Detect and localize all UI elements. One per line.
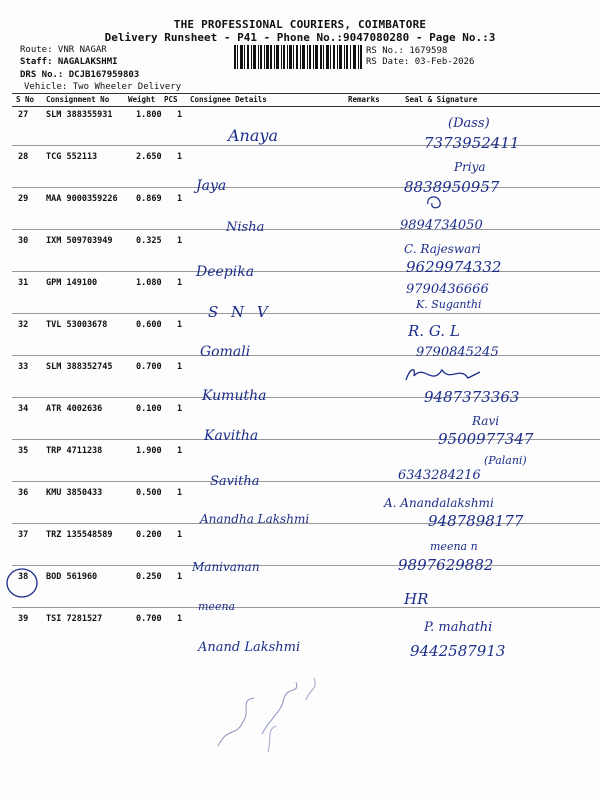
handwritten-note: K. Suganthi bbox=[416, 298, 482, 311]
row-s-no: 29 bbox=[18, 194, 29, 204]
row-pcs: 1 bbox=[177, 530, 183, 540]
row-pcs: 1 bbox=[177, 236, 183, 246]
row-weight: 1.080 bbox=[136, 278, 162, 288]
handwritten-name: Deepika bbox=[196, 264, 255, 280]
handwritten-note: C. Rajeswari bbox=[404, 242, 481, 256]
row-pcs: 1 bbox=[177, 614, 183, 624]
route-label: Route: VNR NAGAR bbox=[20, 45, 107, 55]
row-divider bbox=[12, 481, 600, 482]
handwritten-name: Manivanan bbox=[192, 560, 260, 574]
row-divider bbox=[12, 229, 600, 230]
barcode bbox=[234, 45, 362, 69]
row-s-no: 30 bbox=[18, 236, 29, 246]
handwritten-phone: 9790436666 bbox=[406, 282, 489, 297]
handwritten-phone: 9790845245 bbox=[416, 345, 499, 360]
row-divider bbox=[12, 313, 600, 314]
col-s-no: S No bbox=[16, 95, 35, 104]
row-pcs: 1 bbox=[177, 362, 183, 372]
row-pcs: 1 bbox=[177, 572, 183, 582]
row-weight: 1.800 bbox=[136, 110, 162, 120]
signature-scribble bbox=[424, 194, 446, 212]
row-consignment: SLM 388352745 bbox=[46, 362, 113, 372]
runsheet-title: Delivery Runsheet - P41 - Phone No.:9047080280 - Page No.:3 bbox=[104, 31, 496, 44]
rs-date: RS Date: 03-Feb-2026 bbox=[366, 57, 475, 67]
handwritten-name: meena bbox=[198, 600, 236, 613]
row-divider bbox=[12, 565, 600, 566]
row-s-no: 34 bbox=[18, 404, 29, 414]
row-consignment: TCG 552113 bbox=[46, 152, 98, 162]
handwritten-name: Anand Lakshmi bbox=[198, 640, 301, 655]
faint-stamp-scribble bbox=[210, 668, 330, 760]
row-consignment: TVL 53003678 bbox=[46, 320, 108, 330]
handwritten-phone: 9897629882 bbox=[398, 556, 494, 574]
row-consignment: KMU 3850433 bbox=[46, 488, 103, 498]
row-consignment: BOD 561960 bbox=[46, 572, 98, 582]
row-pcs: 1 bbox=[177, 152, 183, 162]
company-title: THE PROFESSIONAL COURIERS, COIMBATORE bbox=[173, 18, 427, 31]
handwritten-name: Gomali bbox=[200, 344, 251, 360]
col-consignee: Consignee Details bbox=[190, 95, 267, 104]
table-header bbox=[12, 94, 600, 106]
header-bottom-rule bbox=[12, 106, 600, 107]
row-s-no: 35 bbox=[18, 446, 29, 456]
row-weight: 0.700 bbox=[136, 362, 162, 372]
signature-scribble bbox=[402, 362, 482, 388]
handwritten-phone: 6343284216 bbox=[398, 468, 481, 483]
row-divider bbox=[12, 355, 600, 356]
handwritten-note: meena n bbox=[430, 540, 478, 553]
drs-number: DRS No.: DCJB167959803 bbox=[20, 70, 140, 80]
row-consignment: TRZ 135548589 bbox=[46, 530, 113, 540]
handwritten-phone: 9894734050 bbox=[400, 218, 483, 233]
row-s-no: 38 bbox=[18, 572, 29, 582]
col-seal: Seal & Signature bbox=[405, 95, 478, 104]
row-pcs: 1 bbox=[177, 320, 183, 330]
row-pcs: 1 bbox=[177, 194, 183, 204]
col-pcs: PCS bbox=[164, 95, 178, 104]
row-consignment: IXM 509703949 bbox=[46, 236, 113, 246]
row-weight: 0.600 bbox=[136, 320, 162, 330]
row-divider bbox=[12, 271, 600, 272]
handwritten-name: Savitha bbox=[210, 474, 260, 489]
row-divider bbox=[12, 187, 600, 188]
row-s-no: 28 bbox=[18, 152, 29, 162]
handwritten-note: A. Anandalakshmi bbox=[384, 496, 494, 510]
row-weight: 0.500 bbox=[136, 488, 162, 498]
handwritten-phone: 9500977347 bbox=[438, 430, 534, 448]
handwritten-phone: 9629974332 bbox=[406, 258, 502, 276]
handwritten-phone: 9442587913 bbox=[410, 642, 506, 660]
handwritten-note: P. mahathi bbox=[424, 620, 493, 635]
handwritten-note: R. G. L bbox=[408, 322, 460, 340]
row-s-no: 33 bbox=[18, 362, 29, 372]
handwritten-note: HR bbox=[404, 590, 429, 608]
handwritten-note: Ravi bbox=[472, 414, 500, 428]
handwritten-note: (Palani) bbox=[484, 454, 527, 467]
row-s-no: 39 bbox=[18, 614, 29, 624]
staff-label: Staff: NAGALAKSHMI bbox=[20, 57, 118, 67]
row-weight: 2.650 bbox=[136, 152, 162, 162]
col-remarks: Remarks bbox=[348, 95, 380, 104]
row-s-no: 37 bbox=[18, 530, 29, 540]
row-s-no: 27 bbox=[18, 110, 29, 120]
handwritten-name: Anaya bbox=[228, 126, 278, 145]
row-s-no: 31 bbox=[18, 278, 29, 288]
row-weight: 0.869 bbox=[136, 194, 162, 204]
handwritten-phone: 8838950957 bbox=[404, 178, 500, 196]
row-weight: 0.700 bbox=[136, 614, 162, 624]
handwritten-name: Kumutha bbox=[202, 388, 267, 404]
row-weight: 0.200 bbox=[136, 530, 162, 540]
row-weight: 1.900 bbox=[136, 446, 162, 456]
row-weight: 0.100 bbox=[136, 404, 162, 414]
handwritten-name: Nisha bbox=[226, 220, 265, 235]
row-weight: 0.325 bbox=[136, 236, 162, 246]
vehicle-label: Vehicle: Two Wheeler Delivery bbox=[24, 82, 182, 92]
col-consignment: Consignment No bbox=[46, 95, 110, 104]
row-pcs: 1 bbox=[177, 278, 183, 288]
handwritten-name: S N V bbox=[208, 303, 272, 321]
handwritten-name: Jaya bbox=[196, 178, 227, 194]
rs-number: RS No.: 1679598 bbox=[366, 46, 448, 56]
row-pcs: 1 bbox=[177, 488, 183, 498]
handwritten-name: Kavitha bbox=[204, 428, 259, 444]
circle-mark bbox=[4, 566, 42, 602]
handwritten-phone: 9487373363 bbox=[424, 388, 520, 406]
handwritten-phone: 9487898177 bbox=[428, 512, 524, 530]
row-consignment: TSI 7281527 bbox=[46, 614, 103, 624]
row-consignment: SLM 388355931 bbox=[46, 110, 113, 120]
row-consignment: GPM 149100 bbox=[46, 278, 98, 288]
row-s-no: 32 bbox=[18, 320, 29, 330]
handwritten-note: Priya bbox=[454, 160, 486, 174]
col-weight: Weight bbox=[128, 95, 156, 104]
row-pcs: 1 bbox=[177, 404, 183, 414]
row-consignment: ATR 4002636 bbox=[46, 404, 103, 414]
handwritten-note: (Dass) bbox=[448, 116, 490, 131]
row-weight: 0.250 bbox=[136, 572, 162, 582]
row-divider bbox=[12, 607, 600, 608]
handwritten-phone: 7373952411 bbox=[424, 134, 520, 152]
row-pcs: 1 bbox=[177, 446, 183, 456]
row-consignment: MAA 9000359226 bbox=[46, 194, 118, 204]
row-pcs: 1 bbox=[177, 110, 183, 120]
row-s-no: 36 bbox=[18, 488, 29, 498]
handwritten-name: Anandha Lakshmi bbox=[200, 512, 310, 526]
row-consignment: TRP 4711238 bbox=[46, 446, 103, 456]
